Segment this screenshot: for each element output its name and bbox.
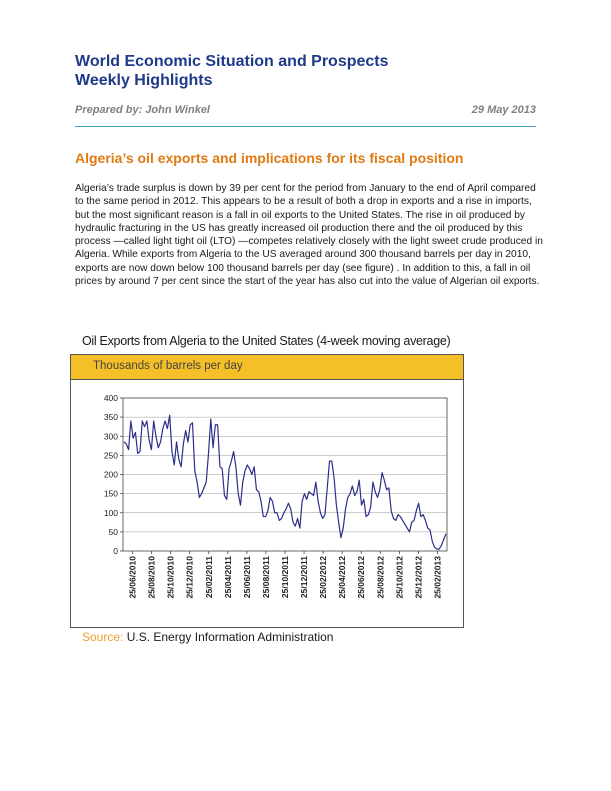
x-tick-label: 25/04/2011	[222, 556, 233, 599]
y-tick-label: 100	[103, 507, 118, 518]
oil-exports-chart	[71, 380, 463, 626]
y-tick-label: 250	[103, 450, 118, 461]
y-tick-label: 200	[103, 469, 118, 480]
meta-row	[75, 104, 536, 116]
chart-units-band	[71, 355, 463, 380]
y-tick-label: 400	[103, 393, 118, 403]
x-tick-label: 25/08/2012	[375, 556, 386, 599]
x-tick-label: 25/08/2011	[260, 556, 271, 599]
y-tick-label: 50	[108, 526, 118, 537]
title-line-2: Weekly Highlights	[75, 72, 213, 89]
section-heading: Algeria’s oil exports and implications for its fiscal position	[75, 150, 464, 166]
title-line-1: World Economic Situation and Prospects	[75, 53, 389, 70]
series-line-oil-exports	[124, 415, 446, 549]
source-label: Source:	[82, 630, 124, 644]
y-tick-label: 0	[113, 546, 118, 556]
prepared-by: Prepared by: John Winkel	[75, 104, 210, 116]
y-tick-label: 300	[103, 431, 118, 442]
x-tick-label: 25/12/2011	[299, 556, 310, 599]
x-tick-label: 25/08/2010	[146, 556, 157, 599]
x-tick-label: 25/04/2012	[337, 556, 348, 599]
body-paragraph: Algeria’s trade surplus is down by 39 per cent for the period from January to the end of April compared to the same period in 2012. This appears to be a result of both a drop in exports and a rise in imports, but the most significant reason is a fall in oil exports to the United States. The rise in oil produced by hydraulic fracturing in the US has greatly increased oil production there and the oil produced by this process —called light tight oil (LTO) —competes relatively closely with the light sweet crude produced in Algeria. While exports from Algeria to the US averaged around 300 thousand barrels per day in 2010, exports are now down below 100 thousand barrels per day (see figure) . In addition to this, a fall in oil prices by around 7 per cent since the start of the year has also cut into the value of Algerian oil exports.	[75, 183, 543, 288]
y-tick-label: 150	[103, 488, 118, 499]
x-tick-label: 25/02/2012	[318, 556, 329, 599]
chart-units-label: Thousands of barrels per day	[93, 360, 243, 372]
source-text: U.S. Energy Information Administration	[126, 630, 334, 644]
chart-title: Oil Exports from Algeria to the United States (4-week moving average)	[82, 334, 451, 348]
publication-date: 29 May 2013	[471, 104, 536, 116]
x-tick-label: 25/10/2012	[394, 556, 405, 599]
x-tick-label: 25/12/2012	[413, 556, 424, 599]
x-tick-label: 25/06/2011	[241, 556, 252, 599]
x-tick-label: 25/02/2011	[203, 556, 214, 599]
chart-frame	[70, 354, 464, 628]
x-tick-label: 25/06/2010	[127, 556, 138, 599]
x-tick-label: 25/10/2011	[280, 556, 290, 599]
x-tick-label: 25/10/2010	[165, 556, 176, 599]
source-note	[82, 630, 333, 644]
x-tick-label: 25/12/2010	[184, 556, 195, 599]
header-divider	[75, 126, 536, 127]
document-title	[75, 52, 389, 90]
y-tick-label: 350	[103, 412, 118, 423]
x-tick-label: 25/02/2013	[432, 556, 443, 599]
x-tick-label: 25/06/2012	[356, 556, 367, 599]
